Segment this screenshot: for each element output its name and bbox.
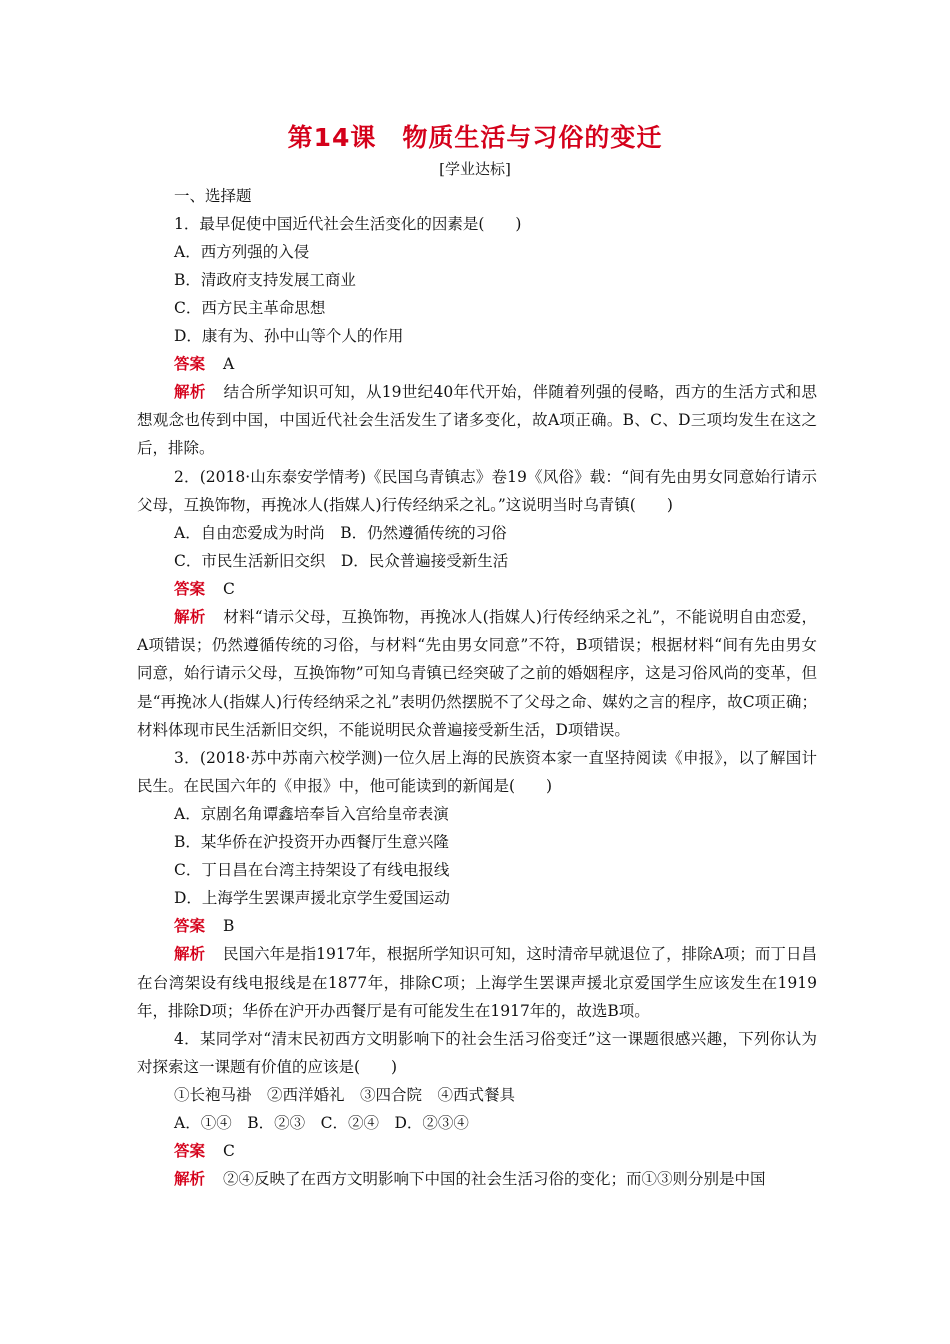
question-2	[137, 463, 817, 744]
question-stem: 3．(2018·苏中苏南六校学测)一位久居上海的民族资本家一直坚持阅读《申报》，以了解国计民生。在民国六年的《申报》中，他可能读到的新闻是( )	[137, 749, 817, 796]
document-body	[137, 182, 817, 1194]
analysis-paragraph	[137, 940, 817, 1025]
analysis-text: 结合所学知识可知，从19世纪40年代开始，伴随着列强的侵略，西方的生活方式和思想观念也传到中国，中国近代社会生活发生了诸多变化，故A项正确。B、C、D三项均发生在这之后，排除。	[137, 383, 817, 458]
question-stem: 2．(2018·山东泰安学情考)《民国乌青镇志》卷19《风俗》载：“间有先由男女同意始行请示父母，互换饰物，再挽冰人(指媒人)行传经纳采之礼。”这说明当时乌青镇( )	[137, 467, 817, 514]
question-1	[137, 210, 817, 463]
answer-label: 答案	[174, 917, 206, 936]
analysis-paragraph	[137, 603, 817, 744]
option: D．康有为、孙中山等个人的作用	[174, 327, 404, 345]
option: B．清政府支持发展工商业	[174, 271, 356, 289]
question-stem: 1．最早促使中国近代社会生活变化的因素是( )	[174, 215, 522, 233]
item-list: ①长袍马褂 ②西洋婚礼 ③四合院 ④西式餐具	[174, 1086, 516, 1105]
answer-line	[137, 575, 817, 603]
analysis-paragraph	[137, 378, 817, 463]
analysis-paragraph	[137, 1165, 817, 1193]
option: A．自由恋爱成为时尚 B．仍然遵循传统的习俗	[174, 524, 507, 543]
answer-label: 答案	[174, 355, 206, 373]
option: C．市民生活新旧交织 D．民众普遍接受新生活	[174, 552, 509, 571]
answer-line	[137, 912, 817, 940]
question-3	[137, 744, 817, 1025]
question-stem: 4．某同学对“清末民初西方文明影响下的社会生活习俗变迁”这一课题很感兴趣，下列你认为对探索这一课题有价值的应该是( )	[137, 1030, 817, 1077]
option: C．西方民主革命思想	[174, 299, 326, 317]
page-subtitle: [学业达标]	[439, 160, 511, 178]
analysis-label: 解析	[174, 383, 206, 401]
option: A．西方列强的入侵	[174, 243, 310, 261]
option: A．①④ B．②③ C．②④ D．②③④	[174, 1114, 469, 1133]
option: D．上海学生罢课声援北京学生爱国运动	[174, 889, 450, 908]
option: C．丁日昌在台湾主持架设了有线电报线	[174, 861, 450, 880]
analysis-text: 民国六年是指1917年，根据所学知识可知，这时清帝早就退位了，排除A项；而丁日昌在台湾架设有线电报线是在1877年，排除C项；上海学生罢课声援北京爱国学生应该发生在1919年，排除D项；华侨在沪开办西餐厅是有可能发生在1917年的，故选B项。	[137, 945, 817, 1020]
answer-value: B	[223, 917, 235, 936]
option: B．某华侨在沪投资开办西餐厅生意兴隆	[174, 833, 449, 852]
answer-line	[137, 350, 817, 378]
question-4	[137, 1025, 817, 1194]
option: A．京剧名角谭鑫培奉旨入宫给皇帝表演	[174, 805, 449, 824]
analysis-label: 解析	[174, 945, 206, 964]
analysis-label: 解析	[174, 608, 206, 627]
answer-label: 答案	[174, 580, 206, 599]
answer-line	[137, 1137, 817, 1165]
answer-value: C	[223, 580, 235, 599]
answer-value: C	[223, 1142, 235, 1161]
section-heading: 一、选择题	[174, 187, 252, 205]
analysis-text: 材料“请示父母，互换饰物，再挽冰人(指媒人)行传经纳采之礼”，不能说明自由恋爱，A项错误；仍然遵循传统的习俗，与材料“先由男女同意”不符，B项错误；根据材料“间有先由男女同意，始行请示父母，互换饰物”可知乌青镇已经突破了之前的婚姻程序，这是习俗风尚的变革，但是“再挽冰人(指媒人)行传经纳采之礼”表明仍然摆脱不了父母之命、媒妁之言的程序，故C项正确；材料体现市民生活新旧交织，不能说明民众普遍接受新生活，D项错误。	[137, 608, 817, 739]
page-title: 第14课 物质生活与习俗的变迁	[287, 123, 663, 152]
analysis-label: 解析	[174, 1170, 206, 1189]
answer-label: 答案	[174, 1142, 206, 1161]
analysis-text: ②④反映了在西方文明影响下中国的社会生活习俗的变化；而①③则分别是中国	[223, 1170, 766, 1189]
answer-value: A	[223, 355, 235, 373]
